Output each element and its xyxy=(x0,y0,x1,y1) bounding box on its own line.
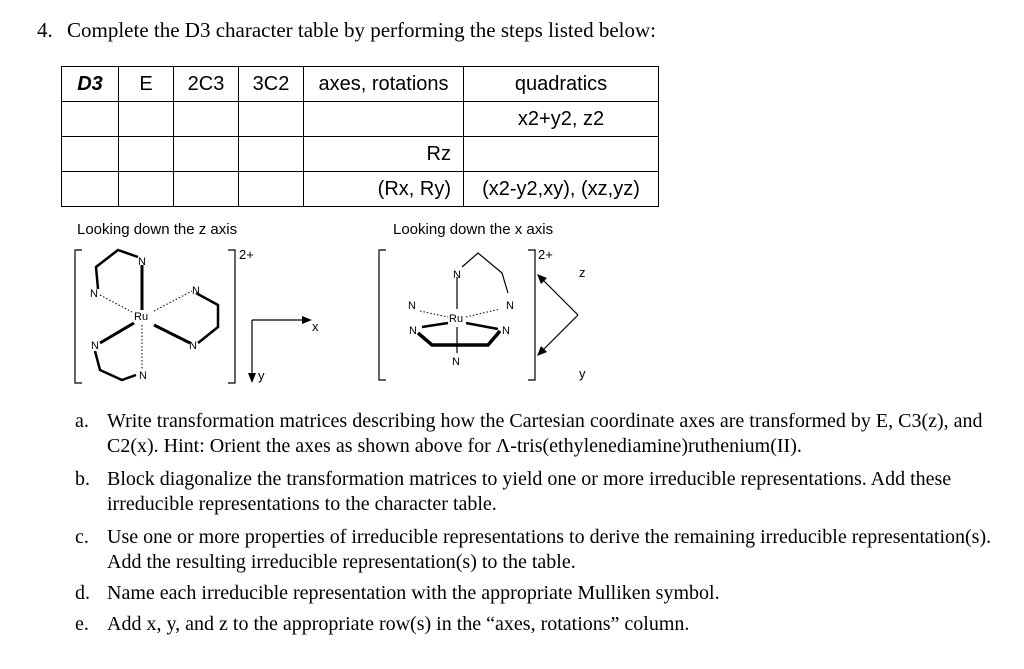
item-letter: e. xyxy=(75,613,89,635)
question-text: Complete the D3 character table by performing the steps listed below: xyxy=(67,18,656,42)
nitrogen-atom-label: N xyxy=(91,340,99,352)
nitrogen-atom-label: N xyxy=(139,370,147,382)
x-axis-label: x xyxy=(312,319,319,334)
table-cell xyxy=(62,172,119,207)
item-text: Write transformation matrices describing how the Cartesian coordinate axes are transformed by E, C3(z), and C2(x). Hint: Orient the axes as shown above for Λ-tris(ethylenediamine)ruthenium(II). xyxy=(107,410,983,457)
left-molecule-diagram xyxy=(70,245,370,395)
right-figure-caption: Looking down the x axis xyxy=(393,221,554,238)
right-charge-label: 2+ xyxy=(538,247,553,262)
table-cell xyxy=(464,137,659,172)
item-text: Use one or more properties of irreducible representations to derive the remaining irreducible representation(s). Add the resulting irreducible representation(s) to the table. xyxy=(107,526,992,573)
table-row xyxy=(62,137,659,172)
left-charge-label: 2+ xyxy=(239,247,254,262)
table-cell xyxy=(119,137,174,172)
nitrogen-atom-label: N xyxy=(409,325,417,337)
item-text: Add x, y, and z to the appropriate row(s) in the “axes, rotations” column. xyxy=(107,613,690,635)
item-letter: d. xyxy=(75,582,90,604)
nitrogen-atom-label: N xyxy=(189,340,197,352)
nitrogen-atom-label: N xyxy=(452,356,460,368)
table-cell xyxy=(174,102,239,137)
table-cell xyxy=(119,172,174,207)
header-cell-2C3: 2C3 xyxy=(174,67,239,102)
item-letter: c. xyxy=(75,526,89,548)
y-axis-label: y xyxy=(258,368,265,383)
nitrogen-atom-label: N xyxy=(138,256,146,268)
table-cell-quadratic: (x2-y2,xy), (xz,yz) xyxy=(464,172,659,207)
table-cell xyxy=(304,102,464,137)
nitrogen-atom-label: N xyxy=(453,269,461,281)
left-figure-caption: Looking down the z axis xyxy=(77,221,238,238)
nitrogen-atom-label: N xyxy=(506,300,514,312)
question-title xyxy=(37,18,656,43)
nitrogen-atom-label: N xyxy=(502,325,510,337)
nitrogen-atom-label: N xyxy=(90,288,98,300)
header-cell-group: D3 xyxy=(62,67,119,102)
table-cell xyxy=(174,137,239,172)
table-cell xyxy=(62,137,119,172)
character-table xyxy=(61,66,659,207)
item-text: Name each irreducible representation with the appropriate Mulliken symbol. xyxy=(107,582,720,604)
table-cell xyxy=(62,102,119,137)
table-cell xyxy=(239,137,304,172)
table-row xyxy=(62,102,659,137)
item-letter: a. xyxy=(75,410,89,432)
item-letter: b. xyxy=(75,468,90,490)
question-number: 4. xyxy=(37,18,53,42)
header-cell-3C2: 3C2 xyxy=(239,67,304,102)
table-cell xyxy=(239,172,304,207)
y-axis-label: y xyxy=(579,366,586,381)
z-axis-label: z xyxy=(579,265,586,280)
table-header-row xyxy=(62,67,659,102)
table-cell xyxy=(174,172,239,207)
item-text: Block diagonalize the transformation matrices to yield one or more irreducible representations. Add these irreducible representations to the character table. xyxy=(107,468,952,515)
table-cell-quadratic: x2+y2, z2 xyxy=(464,102,659,137)
nitrogen-atom-label: N xyxy=(192,285,200,297)
right-molecule-diagram xyxy=(370,245,610,395)
table-cell xyxy=(119,102,174,137)
table-cell-rotation: (Rx, Ry) xyxy=(304,172,464,207)
header-cell-axes: axes, rotations xyxy=(304,67,464,102)
header-cell-E: E xyxy=(119,67,174,102)
table-cell xyxy=(239,102,304,137)
ruthenium-atom-label: Ru xyxy=(449,313,464,325)
table-cell-rotation: Rz xyxy=(304,137,464,172)
header-cell-quadratics: quadratics xyxy=(464,67,659,102)
ruthenium-atom-label: Ru xyxy=(134,311,149,323)
nitrogen-atom-label: N xyxy=(408,300,416,312)
table-row xyxy=(62,172,659,207)
